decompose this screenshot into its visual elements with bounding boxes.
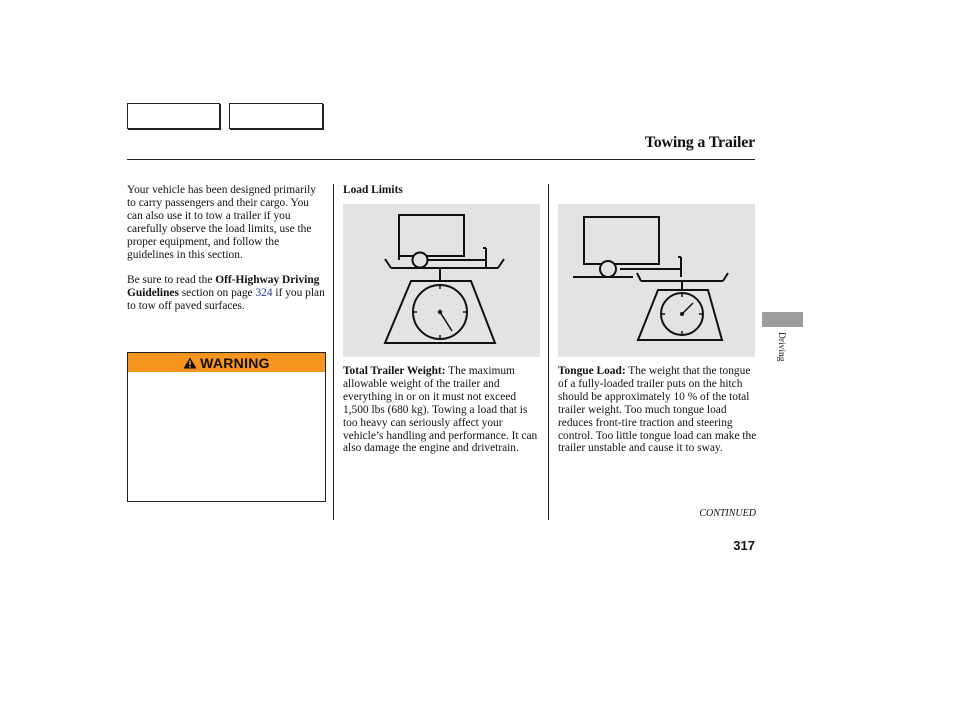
page-title: Towing a Trailer [644, 134, 755, 151]
section-tab[interactable] [762, 312, 803, 327]
read-prefix: Be sure to read the [127, 274, 216, 287]
guidelines-title: Off-Highway Driving Guidelines [127, 274, 320, 300]
trailer-weight-term: Total Trailer Weight: [343, 365, 446, 377]
nav-button-2[interactable] [229, 103, 323, 129]
tongue-load-body: The weight that the tongue of a fully-loaded trailer puts on the hitch should be approximately 10 % of the total trailer weight. Too much tongue load reduces front-tire traction and steering control. Too little tongue load can make the trailer unstable and cause it to sway. [558, 365, 757, 455]
trailer-weight-illustration [343, 204, 540, 357]
warning-box [127, 352, 326, 502]
page-number: 317 [733, 538, 755, 553]
header-rule [127, 159, 755, 160]
continued-label: CONTINUED [699, 508, 756, 519]
read-guidelines-paragraph [127, 274, 327, 313]
trailer-weight-body: The maximum allowable weight of the trailer and everything in or on it must not exceed 1,500 lbs (680 kg). Towing a load that is too heavy can seriously affect your vehicle’s handling and performance. It can also damage the engine and drivetrain. [343, 365, 538, 455]
trailer-weight-text [343, 365, 538, 455]
intro-paragraph: Your vehicle has been designed primarily to carry passengers and their cargo. You can also use it to tow a trailer if you carefully observe the load limits, use the proper equipment, and follow the guidelines in this section. [127, 184, 316, 261]
read-mid: section on page [178, 287, 256, 300]
intro-column [127, 184, 327, 313]
warning-triangle-icon [183, 357, 197, 369]
trailer-weight-paragraph [343, 365, 538, 455]
nav-button-1[interactable] [127, 103, 220, 129]
page-link[interactable]: 324 [255, 287, 273, 300]
column-divider-1 [333, 184, 334, 520]
section-label: Driving [776, 332, 786, 362]
tongue-load-text [558, 365, 758, 455]
hitch-on-scale-icon [558, 204, 755, 357]
trailer-on-scale-icon [343, 204, 540, 357]
tongue-load-paragraph [558, 365, 758, 455]
tongue-load-illustration [558, 204, 755, 357]
warning-header [128, 353, 325, 372]
warning-label: WARNING [200, 354, 270, 371]
read-suffix: if you plan to tow off paved surfaces. [127, 287, 325, 313]
tongue-load-term: Tongue Load: [558, 365, 626, 377]
load-limits-heading: Load Limits [343, 184, 403, 196]
column-divider-2 [548, 184, 549, 520]
